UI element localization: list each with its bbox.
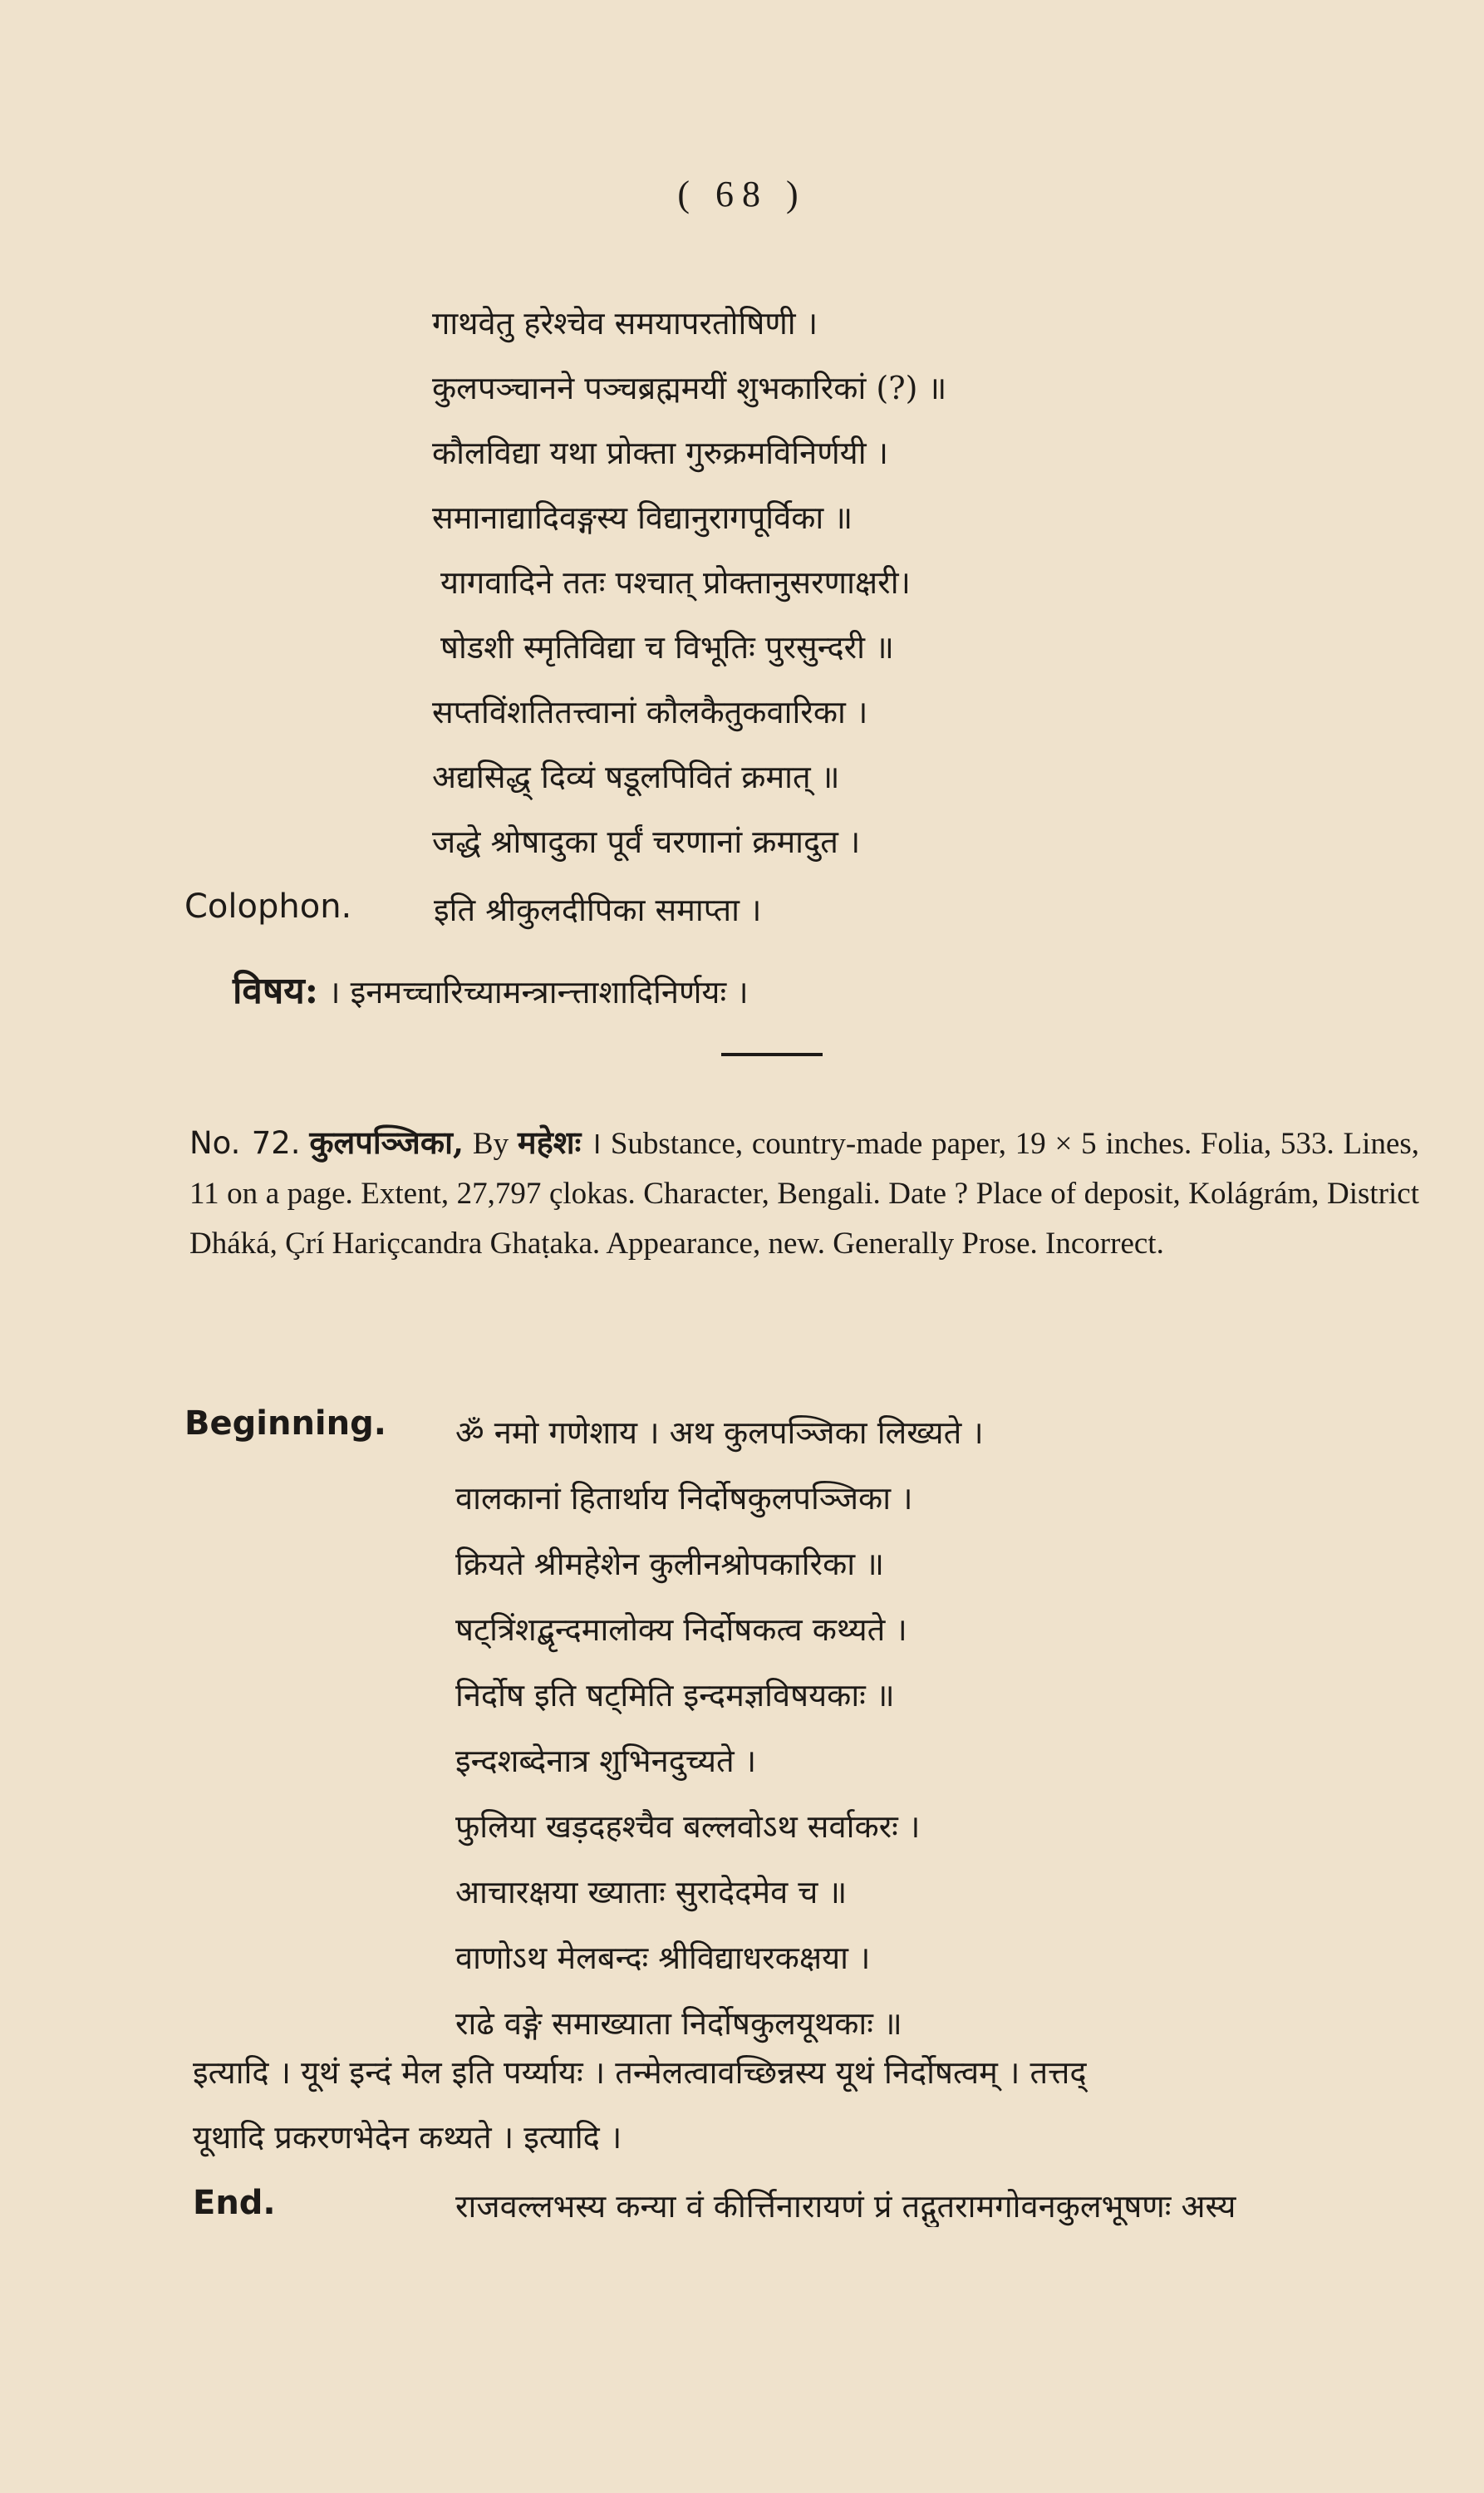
beginning-line: आचारक्षया ख्याताः सुरादेदमेव च ॥ (455, 1874, 848, 1910)
beginning-line: षट्त्रिंशद्बृन्दमालोक्य निर्दोषकत्व कथ्यते । (455, 1611, 907, 1648)
section-divider (721, 1053, 823, 1056)
beginning-line: वालकानां हितार्थाय निर्दोषकुलपञ्जिका । (455, 1480, 913, 1517)
end-text: राजवल्लभस्य कन्या वं कीर्त्तिनारायणं प्रं तद्गुतरामगोवनकुलभूषणः अस्य (455, 2188, 1236, 2225)
verse-line: समानाद्यादिवङ्गस्य विद्यानुरागपूर्विका ॥ (432, 499, 853, 536)
verse-line: कुलपञ्चानने पञ्चब्रह्ममयीं शुभकारिकां (?) ॥ (432, 370, 947, 406)
beginning-prose (193, 2040, 1431, 2170)
beginning-line: निर्दोष इति षट्मिति इन्दमज्ञविषयकाः ॥ (455, 1677, 895, 1714)
verse-line: कौलविद्या यथा प्रोक्ता गुरुक्रमविनिर्णयी । (432, 435, 889, 471)
colophon (184, 888, 1389, 937)
entry-author: महेशः (517, 1124, 582, 1161)
beginning-line: इन्दशब्देनात्र शुभिनदुच्यते । (455, 1743, 757, 1779)
subject-text: । इनमच्चारिच्यामन्त्रान्त्ताशादिनिर्णयः । (328, 974, 749, 1010)
entry-by: By (472, 1127, 509, 1161)
beginning-line: फुलिया खड़दहश्चैव बल्लवोऽथ सर्वाकरः । (455, 1808, 921, 1845)
colophon-text: इति श्रीकुलदीपिका समाप्ता । (434, 892, 762, 928)
beginning-label: Beginning. (184, 1404, 386, 1443)
beginning-verses (455, 1400, 1369, 2057)
verse-line: सप्तविंशतितत्त्वानां कौलकैतुकवारिका । (432, 694, 868, 730)
entry-details: । Substance, country-made paper, 19 × 5 inches. Folia, 533. Lines, 11 on a page. Extent, 27,797 çlokas. Character, Bengali. Date ? Place of deposit, Kolágrám, District Dháká, Çrí Hariçcandra Ghaṭaka. Appearance, new. Generally Prose. Incorrect. (189, 1127, 1420, 1261)
verse-line: अद्यसिद्ध् दिव्यं षडूलपिवितं क्रमात् ॥ (432, 759, 840, 795)
page-number: ( 68 ) (677, 174, 807, 214)
beginning-line: क्रियते श्रीमहेशेन कुलीनश्रोपकारिका ॥ (455, 1546, 884, 1582)
entry-description (189, 1118, 1419, 1269)
beginning-line: वाणोऽथ मेलबन्दः श्रीविद्याधरकक्षया । (455, 1940, 871, 1976)
subject-label: विषय: (233, 970, 319, 1012)
beginning-line: ॐ नमो गणेशाय । अथ कुलपञ्जिका लिख्यते । (455, 1414, 984, 1451)
prose-line: इत्यादि । यूथं इन्दं मेल इति पर्य्यायः । तन्मेलत्वावच्छिन्नस्य यूथं निर्दोषत्वम् । तत्तद् (193, 2054, 1087, 2091)
prose-line: यूथादि प्रकरणभेदेन कथ्यते । इत्यादि । (193, 2119, 622, 2156)
verse-line: षोडशी स्मृतिविद्या च विभूतिः पुरसुन्दरी ॥ (440, 629, 894, 666)
entry-title: कुलपञ्जिका, (309, 1124, 464, 1161)
verse-block (432, 291, 1305, 874)
entry-number: No. 72. (189, 1125, 301, 1161)
verse-line: जद्धे श्रोषादुका पूर्वं चरणानां क्रमादुत । (432, 824, 861, 860)
subject-line (233, 964, 749, 1014)
end-label: End. (193, 2184, 276, 2222)
verse-line: यागवादिने ततः पश्चात् प्रोक्तानुसरणाक्षरी। (440, 564, 911, 601)
verse-line: गाथवेतु हरेश्चेव समयापरतोषिणी । (432, 305, 818, 342)
beginning-line: राढे वङ्गे समाख्याता निर्दोषकुलयूथकाः ॥ (455, 2005, 902, 2042)
colophon-label: Colophon. (184, 888, 352, 926)
